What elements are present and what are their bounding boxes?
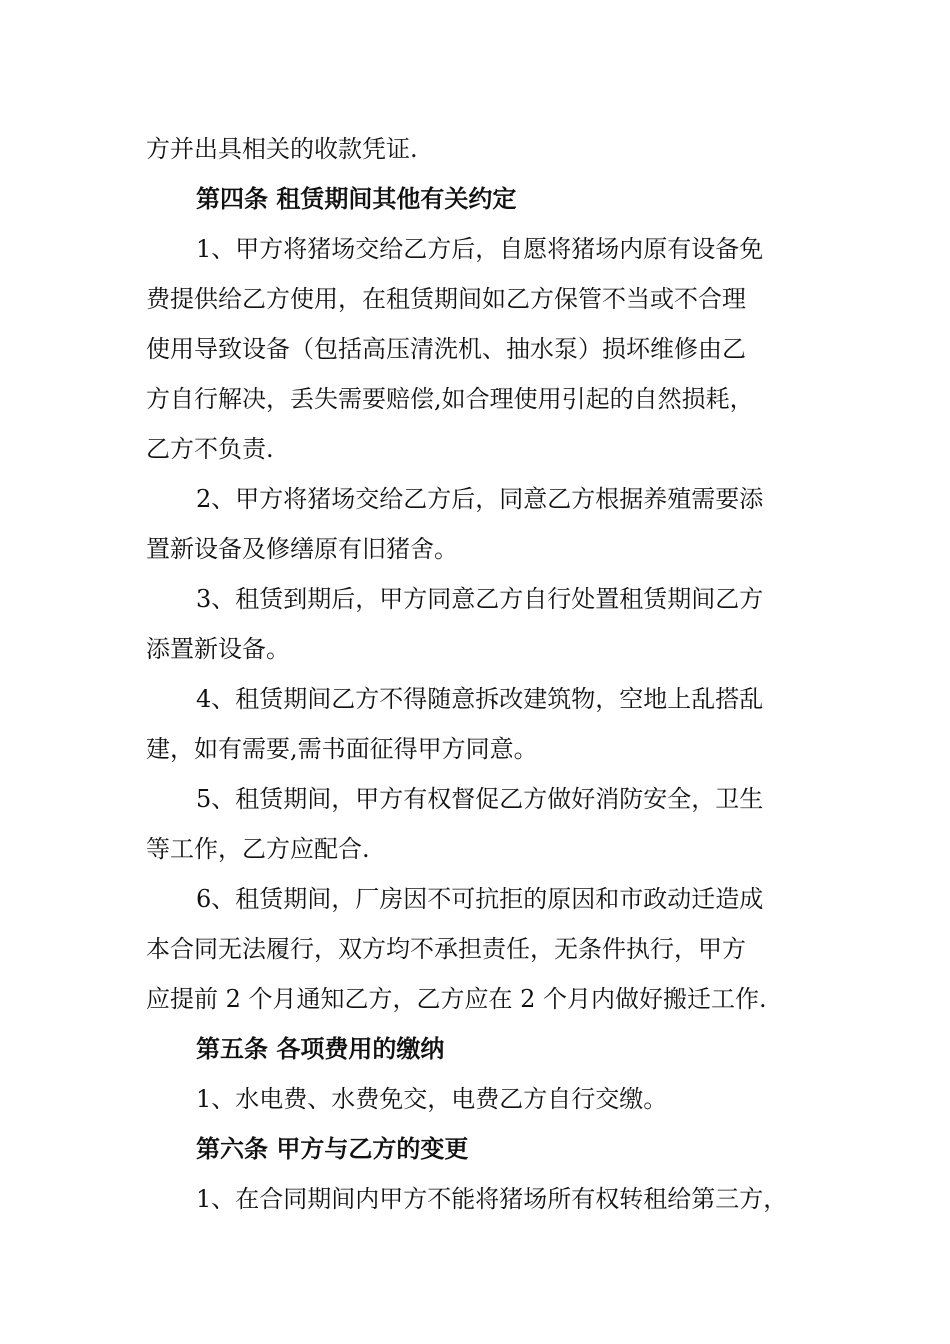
text-line: 1、甲方将猪场交给乙方后，自愿将猪场内原有设备免 [196,235,764,263]
text-line: 6、租赁期间，厂房因不可抗拒的原因和市政动迁造成 [196,885,764,913]
text-line: 使用导致设备（包括高压清洗机、抽水泵）损坏维修由乙 [146,335,746,363]
text-line: 应提前 2 个月通知乙方，乙方应在 2 个月内做好搬迁工作. [146,985,767,1013]
section-heading-article-6: 第六条 甲方与乙方的变更 [196,1134,469,1163]
text-line: 费提供给乙方使用，在租赁期间如乙方保管不当或不合理 [146,285,746,313]
text-line: 方并出具相关的收款凭证. [146,135,418,163]
text-line: 1、水电费、水费免交，电费乙方自行交缴。 [196,1085,668,1113]
text-line: 置新设备及修缮原有旧猪舍。 [146,535,458,563]
text-line: 本合同无法履行，双方均不承担责任，无条件执行，甲方 [146,935,746,963]
text-line: 建，如有需要,需书面征得甲方同意。 [146,735,538,763]
text-line: 乙方不负责. [146,435,274,463]
text-line: 等工作，乙方应配合. [146,835,370,863]
text-line: 4、租赁期间乙方不得随意拆改建筑物，空地上乱搭乱 [196,685,764,713]
text-line: 5、租赁期间，甲方有权督促乙方做好消防安全，卫生 [196,785,764,813]
section-heading-article-4: 第四条 租赁期间其他有关约定 [196,184,517,213]
text-line: 1、在合同期间内甲方不能将猪场所有权转租给第三方， [196,1185,788,1213]
text-line: 添置新设备。 [146,635,290,663]
section-heading-article-5: 第五条 各项费用的缴纳 [196,1034,445,1063]
document-body [146,124,826,1224]
text-line: 2、甲方将猪场交给乙方后，同意乙方根据养殖需要添 [196,485,764,513]
text-line: 方自行解决，丢失需要赔偿,如合理使用引起的自然损耗， [146,385,754,413]
text-line: 3、租赁到期后，甲方同意乙方自行处置租赁期间乙方 [196,585,764,613]
